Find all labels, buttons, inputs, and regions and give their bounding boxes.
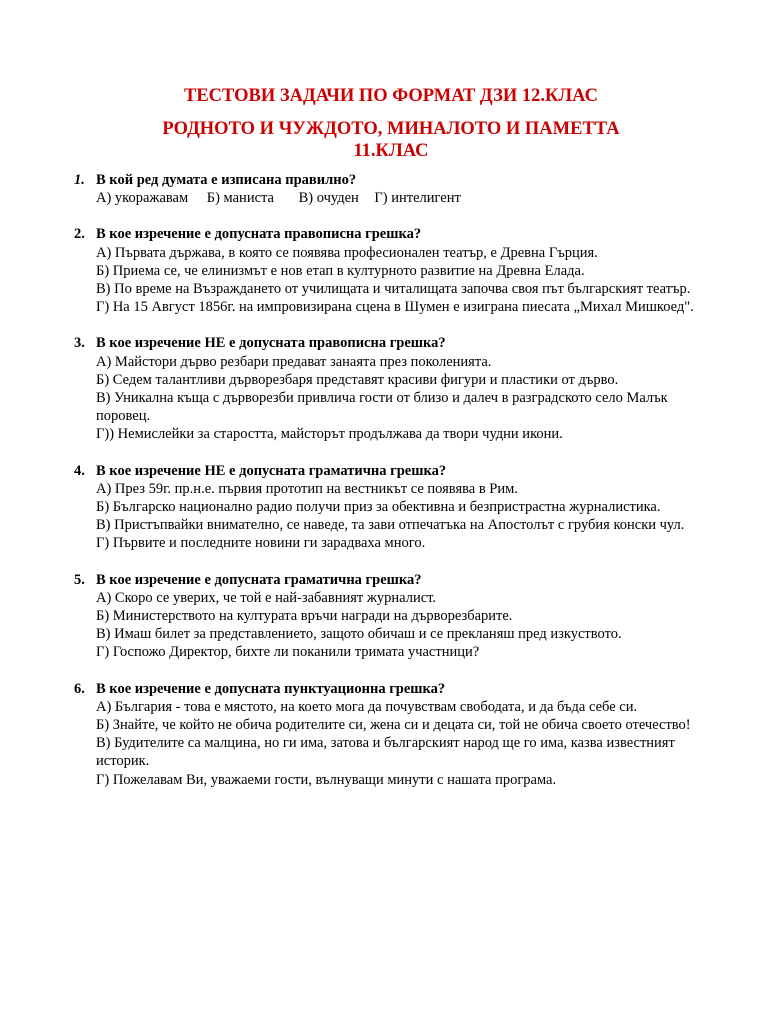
question-list <box>74 171 708 789</box>
question-3 <box>74 334 708 443</box>
question-text: В кое изречение е допусната пунктуационна грешка? <box>96 680 446 697</box>
document-subtitle: РОДНОТО И ЧУЖДОТО, МИНАЛОТО И ПАМЕТТА <box>162 119 620 139</box>
question-6 <box>74 680 708 789</box>
answer-option-c: В) Будителите са малцина, но ги има, затова и българският народ ще го има, казва известният историк. <box>96 735 675 770</box>
question-body <box>96 571 708 662</box>
answer-option-a: А) Скоро се уверих, че той е най-забавният журналист. <box>96 589 437 606</box>
question-body <box>96 680 708 789</box>
answer-option-d: Г)) Немислейки за старостта, майсторът продължава да твори чудни икони. <box>96 426 563 443</box>
question-number: 2. <box>74 226 85 243</box>
question-number: 6. <box>74 680 85 697</box>
question-number: 5. <box>74 571 85 588</box>
question-body <box>96 462 708 553</box>
answer-option-b: Б) Българско национално радио получи приз за обективна и безпристрастна журналистика. <box>96 499 661 516</box>
answer-option-a: А) Първата държава, в която се появява професионален театър, е Древна Гърция. <box>96 244 598 261</box>
question-body <box>96 225 708 316</box>
question-text: В кой ред думата е изписана правилно? <box>96 172 357 188</box>
document-grade: 11.КЛАС <box>353 141 429 161</box>
answer-option-d: Г) интелигент <box>374 190 461 207</box>
question-number: 1. <box>74 172 85 188</box>
answer-option-a: А) През 59г. пр.н.е. първия прототип на вестникът се появява в Рим. <box>96 480 518 497</box>
answer-option-b: Б) Министерството на културата връчи награди на дърворезбарите. <box>96 608 513 625</box>
answer-option-d: Г) Госпожо Директор, бихте ли поканили тримата участници? <box>96 644 480 661</box>
answer-option-c: В) Имаш билет за представлението, защото обичаш и се прекланяш пред изкуството. <box>96 626 622 643</box>
answer-option-d: Г) Първите и последните новини ги зарадваха много. <box>96 535 426 552</box>
answer-option-d: Г) На 15 Август 1856г. на импровизирана сцена в Шумен е изиграна пиесата „Михал Мишкоед". <box>96 299 694 316</box>
question-body <box>96 171 708 207</box>
answer-option-a: А) България - това е мястото, на което мога да почувствам свободата, и да бъда себе си. <box>96 698 638 715</box>
question-text: В кое изречение е допусната граматична грешка? <box>96 571 422 588</box>
document-header <box>74 85 708 162</box>
question-1 <box>74 171 708 207</box>
answer-option-c: В) очуден <box>298 190 359 207</box>
answer-options <box>96 189 708 207</box>
answer-option-b: Б) Приема се, че елинизмът е нов етап в културното развитие на Древна Елада. <box>96 262 585 279</box>
answer-option-a: А) укоражавам <box>96 190 189 207</box>
question-text: В кое изречение НЕ е допусната правописна грешка? <box>96 335 446 352</box>
question-5 <box>74 571 708 662</box>
answer-option-c: В) По време на Възраждането от училищата и читалищата започва своя път българският театър. <box>96 281 691 298</box>
answer-option-b: Б) Знайте, че който не обича родителите си, жена си и децата си, той не обича своето отечество! <box>96 717 691 734</box>
question-text: В кое изречение НЕ е допусната граматична грешка? <box>96 462 447 479</box>
document-title: ТЕСТОВИ ЗАДАЧИ ПО ФОРМАТ ДЗИ 12.КЛАС <box>184 86 598 106</box>
answer-option-c: В) Уникална къща с дърворезби привлича гости от близо и далеч в разградското село Малък поровец. <box>96 390 668 425</box>
answer-option-a: А) Майстори дърво резбари предават занаята през поколенията. <box>96 353 492 370</box>
question-4 <box>74 462 708 553</box>
answer-option-c: В) Пристъпвайки внимателно, се наведе, та зави отпечатъка на Апостолът с грубия конски чул. <box>96 517 685 534</box>
question-2 <box>74 225 708 316</box>
question-number: 3. <box>74 335 85 352</box>
question-body <box>96 334 708 443</box>
question-number: 4. <box>74 462 85 479</box>
answer-option-b: Б) Седем талантливи дърворезбаря представят красиви фигури и пластики от дърво. <box>96 371 619 388</box>
answer-option-b: Б) маниста <box>206 190 274 207</box>
question-text: В кое изречение е допусната правописна грешка? <box>96 226 422 243</box>
answer-option-d: Г) Пожелавам Ви, уважаеми гости, вълнуващи минути с нашата програма. <box>96 771 557 788</box>
